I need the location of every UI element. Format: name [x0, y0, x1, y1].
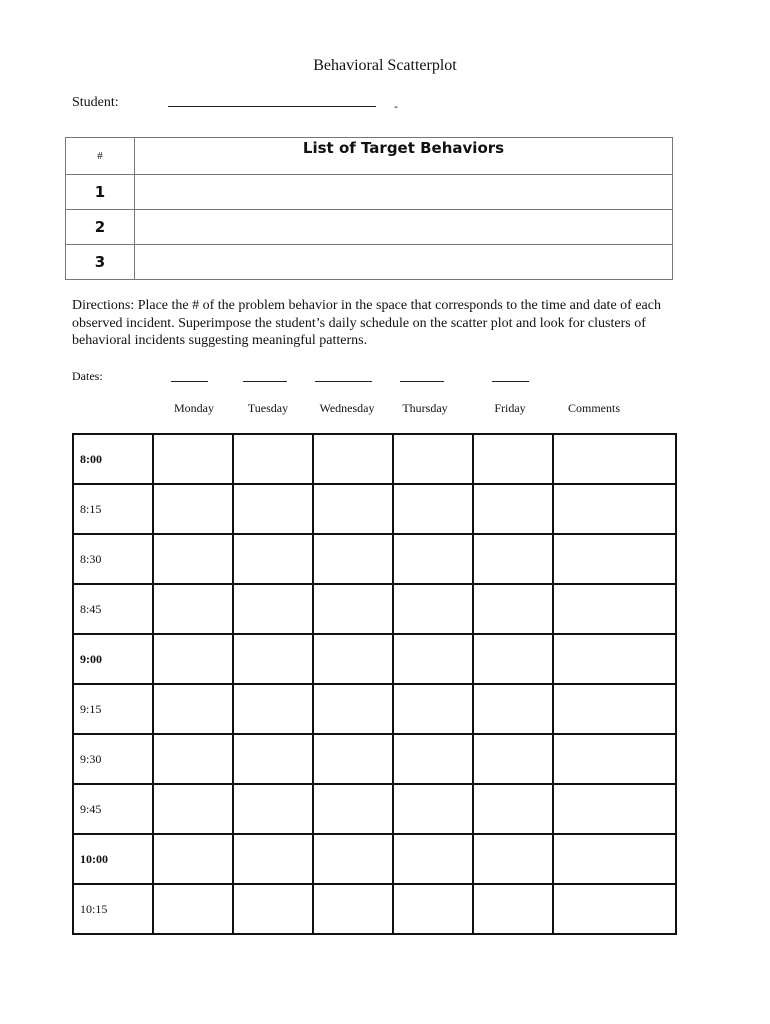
cell-monday[interactable] — [153, 634, 233, 684]
cell-monday[interactable] — [153, 884, 233, 934]
cell-tuesday[interactable] — [233, 784, 313, 834]
cell-wednesday[interactable] — [313, 784, 393, 834]
cell-friday[interactable] — [473, 634, 553, 684]
directions-text: Directions: Place the # of the problem behavior in the space that corresponds to the time and date of each observed incident. Superimpose the student’s daily schedule on the scatter plot and look for clusters of behavioral incidents suggesting meaningful patterns. — [72, 298, 661, 348]
time-label: 9:30 — [73, 734, 153, 784]
cell-thursday[interactable] — [393, 884, 473, 934]
cell-comments[interactable] — [553, 634, 676, 684]
cell-comments[interactable] — [553, 484, 676, 534]
behavior-number: 1 — [66, 175, 135, 210]
time-row — [73, 734, 676, 784]
cell-thursday[interactable] — [393, 784, 473, 834]
cell-friday[interactable] — [473, 784, 553, 834]
cell-wednesday[interactable] — [313, 884, 393, 934]
date-field-friday[interactable] — [492, 381, 529, 382]
cell-comments[interactable] — [553, 684, 676, 734]
cell-comments[interactable] — [553, 784, 676, 834]
behavior-row — [66, 210, 673, 245]
cell-friday[interactable] — [473, 484, 553, 534]
cell-monday[interactable] — [153, 784, 233, 834]
cell-tuesday[interactable] — [233, 734, 313, 784]
time-row — [73, 684, 676, 734]
time-label: 8:30 — [73, 534, 153, 584]
cell-friday[interactable] — [473, 534, 553, 584]
cell-thursday[interactable] — [393, 834, 473, 884]
cell-wednesday[interactable] — [313, 434, 393, 484]
column-header-thursday: Thursday — [402, 401, 448, 415]
time-row — [73, 584, 676, 634]
date-field-tuesday[interactable] — [243, 381, 287, 382]
time-label: 8:15 — [73, 484, 153, 534]
cell-monday[interactable] — [153, 734, 233, 784]
cell-tuesday[interactable] — [233, 884, 313, 934]
column-header-friday: Friday — [494, 401, 526, 415]
date-field-thursday[interactable] — [400, 381, 444, 382]
cell-monday[interactable] — [153, 684, 233, 734]
column-header-monday: Monday — [174, 401, 214, 415]
behavior-cell[interactable] — [135, 210, 673, 245]
student-dash: - — [394, 99, 398, 113]
cell-tuesday[interactable] — [233, 534, 313, 584]
cell-tuesday[interactable] — [233, 484, 313, 534]
time-label: 10:15 — [73, 884, 153, 934]
dates-label: Dates: — [72, 369, 103, 383]
cell-friday[interactable] — [473, 834, 553, 884]
cell-thursday[interactable] — [393, 634, 473, 684]
cell-tuesday[interactable] — [233, 634, 313, 684]
cell-wednesday[interactable] — [313, 584, 393, 634]
behavior-cell[interactable] — [135, 245, 673, 280]
page-title: Behavioral Scatterplot — [313, 57, 457, 74]
cell-wednesday[interactable] — [313, 484, 393, 534]
cell-thursday[interactable] — [393, 534, 473, 584]
cell-tuesday[interactable] — [233, 434, 313, 484]
cell-comments[interactable] — [553, 834, 676, 884]
cell-wednesday[interactable] — [313, 834, 393, 884]
cell-monday[interactable] — [153, 834, 233, 884]
cell-tuesday[interactable] — [233, 584, 313, 634]
time-row — [73, 534, 676, 584]
time-row — [73, 634, 676, 684]
student-label: Student: — [72, 95, 119, 110]
cell-friday[interactable] — [473, 434, 553, 484]
cell-comments[interactable] — [553, 584, 676, 634]
time-label: 9:45 — [73, 784, 153, 834]
cell-wednesday[interactable] — [313, 534, 393, 584]
cell-wednesday[interactable] — [313, 684, 393, 734]
behavior-number: 3 — [66, 245, 135, 280]
cell-friday[interactable] — [473, 884, 553, 934]
date-field-wednesday[interactable] — [315, 381, 372, 382]
cell-comments[interactable] — [553, 734, 676, 784]
list-header: List of Target Behaviors — [135, 138, 673, 175]
behavior-row — [66, 245, 673, 280]
cell-tuesday[interactable] — [233, 684, 313, 734]
cell-friday[interactable] — [473, 734, 553, 784]
number-header: # — [66, 138, 135, 175]
cell-thursday[interactable] — [393, 434, 473, 484]
cell-monday[interactable] — [153, 484, 233, 534]
cell-tuesday[interactable] — [233, 834, 313, 884]
time-label: 9:15 — [73, 684, 153, 734]
cell-monday[interactable] — [153, 534, 233, 584]
cell-comments[interactable] — [553, 884, 676, 934]
cell-thursday[interactable] — [393, 484, 473, 534]
time-label: 8:45 — [73, 584, 153, 634]
cell-friday[interactable] — [473, 584, 553, 634]
cell-friday[interactable] — [473, 684, 553, 734]
cell-thursday[interactable] — [393, 584, 473, 634]
time-row — [73, 834, 676, 884]
behavior-row — [66, 175, 673, 210]
cell-comments[interactable] — [553, 434, 676, 484]
time-row — [73, 784, 676, 834]
cell-thursday[interactable] — [393, 734, 473, 784]
cell-wednesday[interactable] — [313, 734, 393, 784]
cell-wednesday[interactable] — [313, 634, 393, 684]
time-label: 9:00 — [73, 634, 153, 684]
cell-monday[interactable] — [153, 434, 233, 484]
time-row — [73, 434, 676, 484]
behavior-number: 2 — [66, 210, 135, 245]
time-label: 8:00 — [73, 434, 153, 484]
column-header-comments: Comments — [567, 401, 620, 415]
cell-comments[interactable] — [553, 534, 676, 584]
time-label: 10:00 — [73, 834, 153, 884]
scatterplot-grid — [72, 433, 677, 935]
cell-thursday[interactable] — [393, 684, 473, 734]
column-header-tuesday: Tuesday — [247, 401, 289, 415]
column-header-wednesday: Wednesday — [319, 401, 375, 415]
student-name-field[interactable] — [168, 106, 376, 107]
behaviors-header-row — [66, 138, 673, 175]
behavior-cell[interactable] — [135, 175, 673, 210]
time-row — [73, 484, 676, 534]
target-behaviors-table — [65, 137, 673, 280]
time-row — [73, 884, 676, 934]
cell-monday[interactable] — [153, 584, 233, 634]
date-field-monday[interactable] — [171, 381, 208, 382]
